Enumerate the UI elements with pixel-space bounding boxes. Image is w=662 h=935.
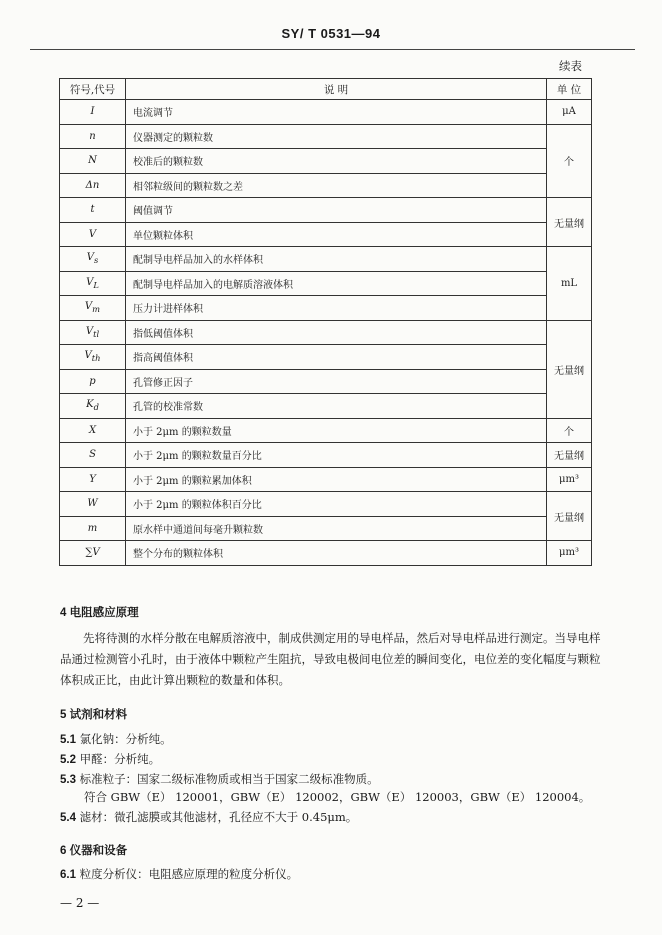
- clause-text: 氯化钠：分析纯。: [79, 732, 172, 746]
- section-5-2: [60, 751, 160, 767]
- desc-cell: 单位颗粒体积: [126, 222, 547, 247]
- desc-cell: 压力计进样体积: [126, 296, 547, 321]
- unit-cell: 个: [547, 418, 592, 443]
- desc-cell: 电流调节: [126, 100, 547, 125]
- table-row: [60, 369, 592, 394]
- section-4-title: 4 电阻感应原理: [60, 607, 139, 619]
- desc-cell: 指高阈值体积: [126, 345, 547, 370]
- table-row: [60, 296, 592, 321]
- section-6-title: 6 仪器和设备: [60, 845, 128, 857]
- section-5-3-cont: 符合 GBW（E） 120001，GBW（E） 120002，GBW（E） 120003，GBW（E） 120004。: [84, 790, 591, 804]
- desc-cell: 配制导电样品加入的水样体积: [126, 247, 547, 272]
- clause-text: 粒度分析仪：电阻感应原理的粒度分析仪。: [79, 867, 299, 881]
- symbol-cell: m: [60, 516, 126, 541]
- unit-cell: μm³: [547, 467, 592, 492]
- desc-cell: 孔管修正因子: [126, 369, 547, 394]
- symbol-cell: $V_s$: [60, 247, 126, 272]
- desc-cell: 小于 2μm 的颗粒数量百分比: [126, 443, 547, 468]
- clause-text: 滤材：微孔滤膜或其他滤材，孔径应不大于 0.45μm。: [79, 810, 358, 824]
- desc-cell: 小于 2μm 的颗粒数量: [126, 418, 547, 443]
- unit-cell: μA: [547, 100, 592, 125]
- symbol-cell: W: [60, 492, 126, 517]
- col-header-desc: 说 明: [126, 79, 547, 100]
- symbol-cell: ∑V: [60, 541, 126, 566]
- table-row: [60, 247, 592, 272]
- symbol-cell: t: [60, 198, 126, 223]
- clause-number: 5.3: [60, 774, 76, 786]
- desc-cell: 相邻粒级间的颗粒数之差: [126, 173, 547, 198]
- clause-text: 标准粒子：国家二级标准物质或相当于国家二级标准物质。: [79, 772, 379, 786]
- table-row: [60, 222, 592, 247]
- symbol-subscript: L: [93, 279, 99, 290]
- symbol-cell: S: [60, 443, 126, 468]
- symbol-cell: V: [60, 222, 126, 247]
- symbol-table: [59, 78, 592, 566]
- table-row: [60, 443, 592, 468]
- symbol-cell: Δn: [60, 173, 126, 198]
- symbol-cell: X: [60, 418, 126, 443]
- table-row: [60, 100, 592, 125]
- symbol-cell: N: [60, 149, 126, 174]
- table-continued-note: 续表: [559, 59, 582, 73]
- unit-cell: 个: [547, 124, 592, 198]
- clause-number: 6.1: [60, 869, 76, 881]
- symbol-cell: $V_m$: [60, 296, 126, 321]
- table-row: [60, 541, 592, 566]
- table-row: [60, 198, 592, 223]
- table-row: [60, 149, 592, 174]
- desc-cell: 孔管的校准常数: [126, 394, 547, 419]
- desc-cell: 原水样中通道间每毫升颗粒数: [126, 516, 547, 541]
- desc-cell: 小于 2μm 的颗粒体积百分比: [126, 492, 547, 517]
- section-4-text: 先将待测的水样分散在电解质溶液中，制成供测定用的导电样品，然后对导电样品进行测定。当导电样品通过检测管小孔时，由于液体中颗粒产生阻抗，导致电极间电位差的瞬间变化，电位差的变化幅度与颗粒体积成正比，由此计算出颗粒的数量和体积。: [60, 631, 601, 687]
- table-row: [60, 345, 592, 370]
- symbol-subscript: s: [93, 255, 99, 266]
- clause-text: 甲醛：分析纯。: [79, 752, 161, 766]
- table-row: [60, 320, 592, 345]
- symbol-cell: n: [60, 124, 126, 149]
- desc-cell: 指低阈值体积: [126, 320, 547, 345]
- unit-cell: 无量纲: [547, 443, 592, 468]
- symbol-cell: p: [60, 369, 126, 394]
- section-5-4: [60, 809, 357, 825]
- symbol-cell: $K_d$: [60, 394, 126, 419]
- symbol-cell: $V_{tl}$: [60, 320, 126, 345]
- desc-cell: 校准后的颗粒数: [126, 149, 547, 174]
- clause-number: 5.2: [60, 754, 76, 766]
- table-row: [60, 271, 592, 296]
- symbol-subscript: th: [91, 353, 101, 364]
- desc-cell: 配制导电样品加入的电解质溶液体积: [126, 271, 547, 296]
- unit-cell: μm³: [547, 541, 592, 566]
- symbol-cell: Y: [60, 467, 126, 492]
- unit-cell: 无量纲: [547, 320, 592, 418]
- symbol-cell: $V_L$: [60, 271, 126, 296]
- desc-cell: 阈值调节: [126, 198, 547, 223]
- section-6-1: [60, 866, 298, 882]
- symbol-cell: $V_{th}$: [60, 345, 126, 370]
- section-5-1: [60, 731, 172, 747]
- desc-cell: 整个分布的颗粒体积: [126, 541, 547, 566]
- clause-number: 5.1: [60, 734, 76, 746]
- table-row: [60, 394, 592, 419]
- symbol-subscript: tl: [93, 328, 100, 339]
- section-5-3: [60, 771, 379, 787]
- doc-header: SY/ T 0531—94: [281, 26, 381, 41]
- col-header-unit: 单 位: [547, 79, 592, 100]
- unit-cell: 无量纲: [547, 198, 592, 247]
- symbol-cell: I: [60, 100, 126, 125]
- table-row: [60, 418, 592, 443]
- symbol-subscript: d: [93, 402, 99, 413]
- symbol-subscript: m: [92, 304, 101, 315]
- section-5-title: 5 试剂和材料: [60, 709, 128, 721]
- col-header-symbol: 符号,代号: [60, 79, 126, 100]
- unit-cell: mL: [547, 247, 592, 321]
- page-number: — 2 —: [60, 896, 100, 910]
- table-row: [60, 173, 592, 198]
- desc-cell: 仪器测定的颗粒数: [126, 124, 547, 149]
- table-row: [60, 467, 592, 492]
- table-row: [60, 516, 592, 541]
- clause-number: 5.4: [60, 812, 76, 824]
- desc-cell: 小于 2μm 的颗粒累加体积: [126, 467, 547, 492]
- header-rule: [30, 49, 635, 50]
- unit-cell: 无量纲: [547, 492, 592, 541]
- table-row: [60, 492, 592, 517]
- table-row: [60, 124, 592, 149]
